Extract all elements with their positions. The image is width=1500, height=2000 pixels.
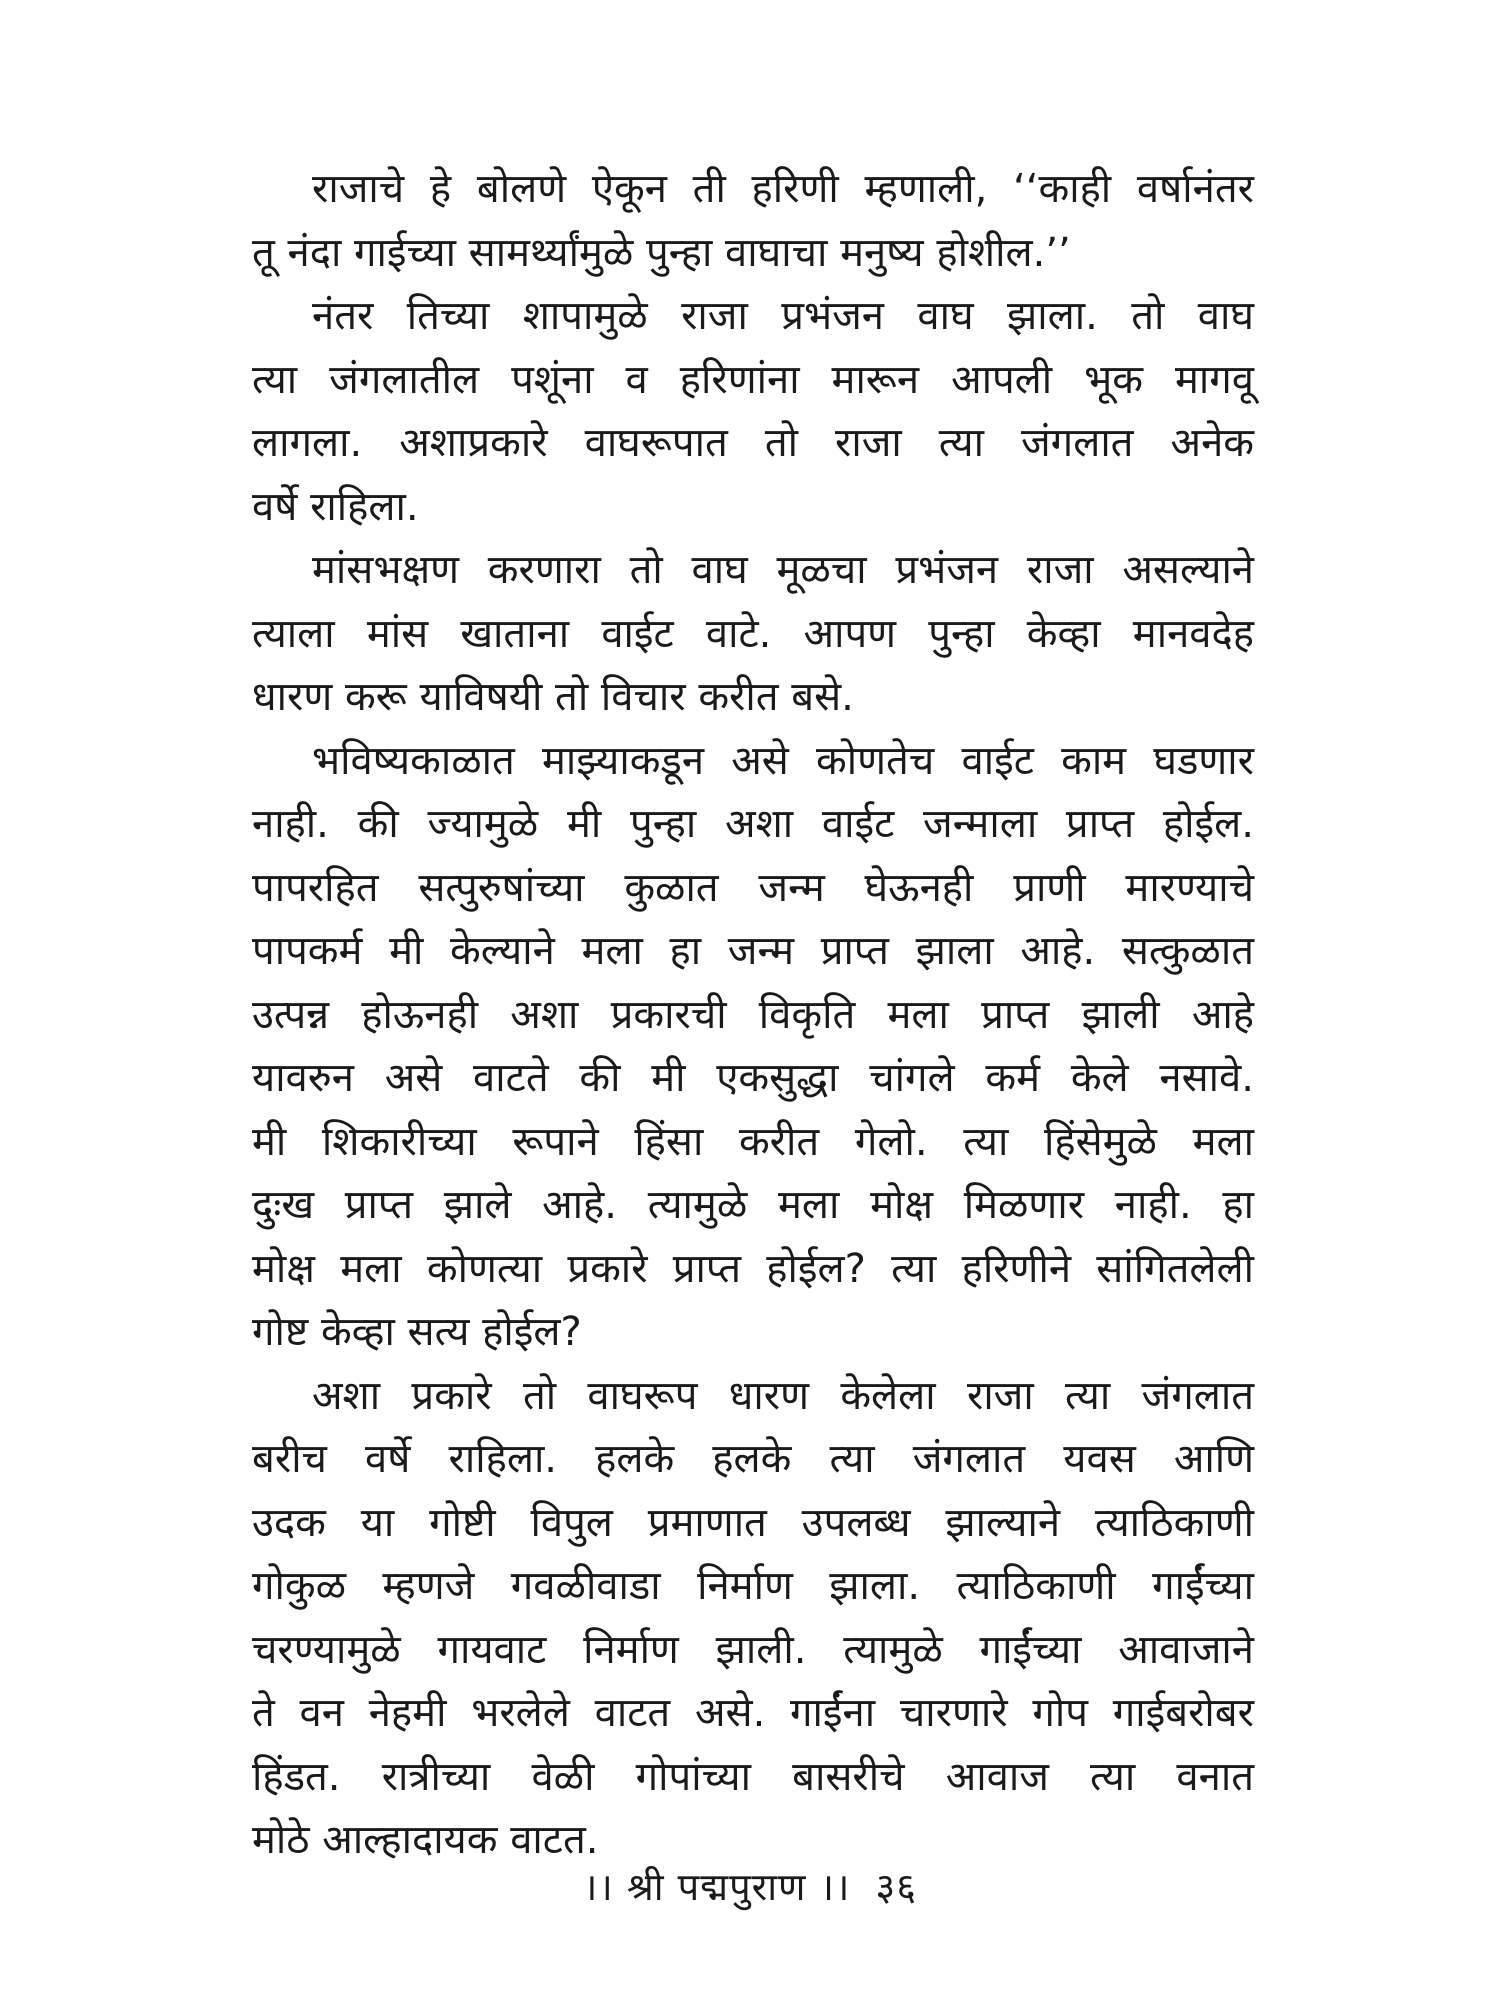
text-line: त्याला मांस खाताना वाईट वाटे. आपण पुन्हा केव्हा मानवदेह [252, 610, 1254, 657]
text-line: नाही. की ज्यामुळे मी पुन्हा अशा वाईट जन्माला प्राप्त होईल. [252, 801, 1254, 847]
text-line: धारण करू याविषयी तो विचार करीत बसे. [252, 674, 854, 720]
text-line: बरीच वर्षे राहिला. हलके हलके त्या जंगलात यवस आणि [252, 1436, 1254, 1482]
text-line: मी शिकारीच्या रूपाने हिंसा करीत गेलो. त्या हिंसेमुळे मला [252, 1118, 1254, 1165]
text-line: चरण्यामुळे गायवाट निर्माण झाली. त्यामुळे गाईंच्या आवाजाने [252, 1626, 1254, 1673]
body-text [252, 158, 1254, 1873]
text-line: गोष्ट केव्हा सत्य होईल? [252, 1309, 582, 1355]
text-line: यावरुन असे वाटते की मी एकसुद्धा चांगले कर्म केले नसावे. [252, 1055, 1254, 1101]
text-line: मोक्ष मला कोणत्या प्रकारे प्राप्त होईल? त्या हरिणीने सांगितलेली [252, 1245, 1254, 1292]
text-line: गोकुळ म्हणजे गवळीवाडा निर्माण झाला. त्याठिकाणी गाईंच्या [252, 1563, 1254, 1609]
footer-title: ।। श्री पद्मपुराण ।। [582, 1865, 851, 1909]
page-footer [0, 1860, 1500, 1912]
text-line: पापरहित सत्पुरुषांच्या कुळात जन्म घेऊनही प्राणी मारण्याचे [252, 864, 1254, 911]
text-line: राजाचे हे बोलणे ऐकून ती हरिणी म्हणाली, ‘‘काही वर्षानंतर [312, 166, 1254, 212]
text-line: भविष्यकाळात माझ्याकडून असे कोणतेच वाईट काम घडणार [312, 737, 1254, 784]
text-line: हिंडत. रात्रीच्या वेळी गोपांच्या बासरीचे आवाज त्या वनात [252, 1753, 1254, 1800]
text-line: उदक या गोष्टी विपुल प्रमाणात उपलब्ध झाल्याने त्याठिकाणी [252, 1499, 1254, 1546]
text-line: मोठे आल्हादायक वाटत. [252, 1817, 599, 1863]
text-line: ते वन नेहमी भरलेले वाटत असे. गाईंना चारणारे गोप गाईबरोबर [252, 1690, 1254, 1736]
text-line: वर्षे राहिला. [252, 483, 419, 530]
page-number: ३६ [875, 1865, 918, 1909]
text-line: लागला. अशाप्रकारे वाघरूपात तो राजा त्या जंगलात अनेक [252, 420, 1254, 466]
text-line: अशा प्रकारे तो वाघरूप धारण केलेला राजा त्या जंगलात [312, 1372, 1254, 1419]
text-line: त्या जंगलातील पशूंना व हरिणांना मारून आपली भूक मागवू [252, 356, 1254, 403]
text-line: उत्पन्न होऊनही अशा प्रकारची विकृति मला प्राप्त झाली आहे [252, 991, 1254, 1038]
text-line: मांसभक्षण करणारा तो वाघ मूळचा प्रभंजन राजा असल्याने [312, 547, 1254, 593]
text-line: नंतर तिच्या शापामुळे राजा प्रभंजन वाघ झाला. तो वाघ [312, 293, 1254, 339]
text-line: दुःख प्राप्त झाले आहे. त्यामुळे मला मोक्ष मिळणार नाही. हा [252, 1182, 1254, 1228]
text-line: पापकर्म मी केल्याने मला हा जन्म प्राप्त झाला आहे. सत्कुळात [252, 928, 1254, 974]
text-line: तू नंदा गाईच्या सामर्थ्यांमुळे पुन्हा वाघाचा मनुष्य होशील.’’ [252, 229, 1071, 276]
